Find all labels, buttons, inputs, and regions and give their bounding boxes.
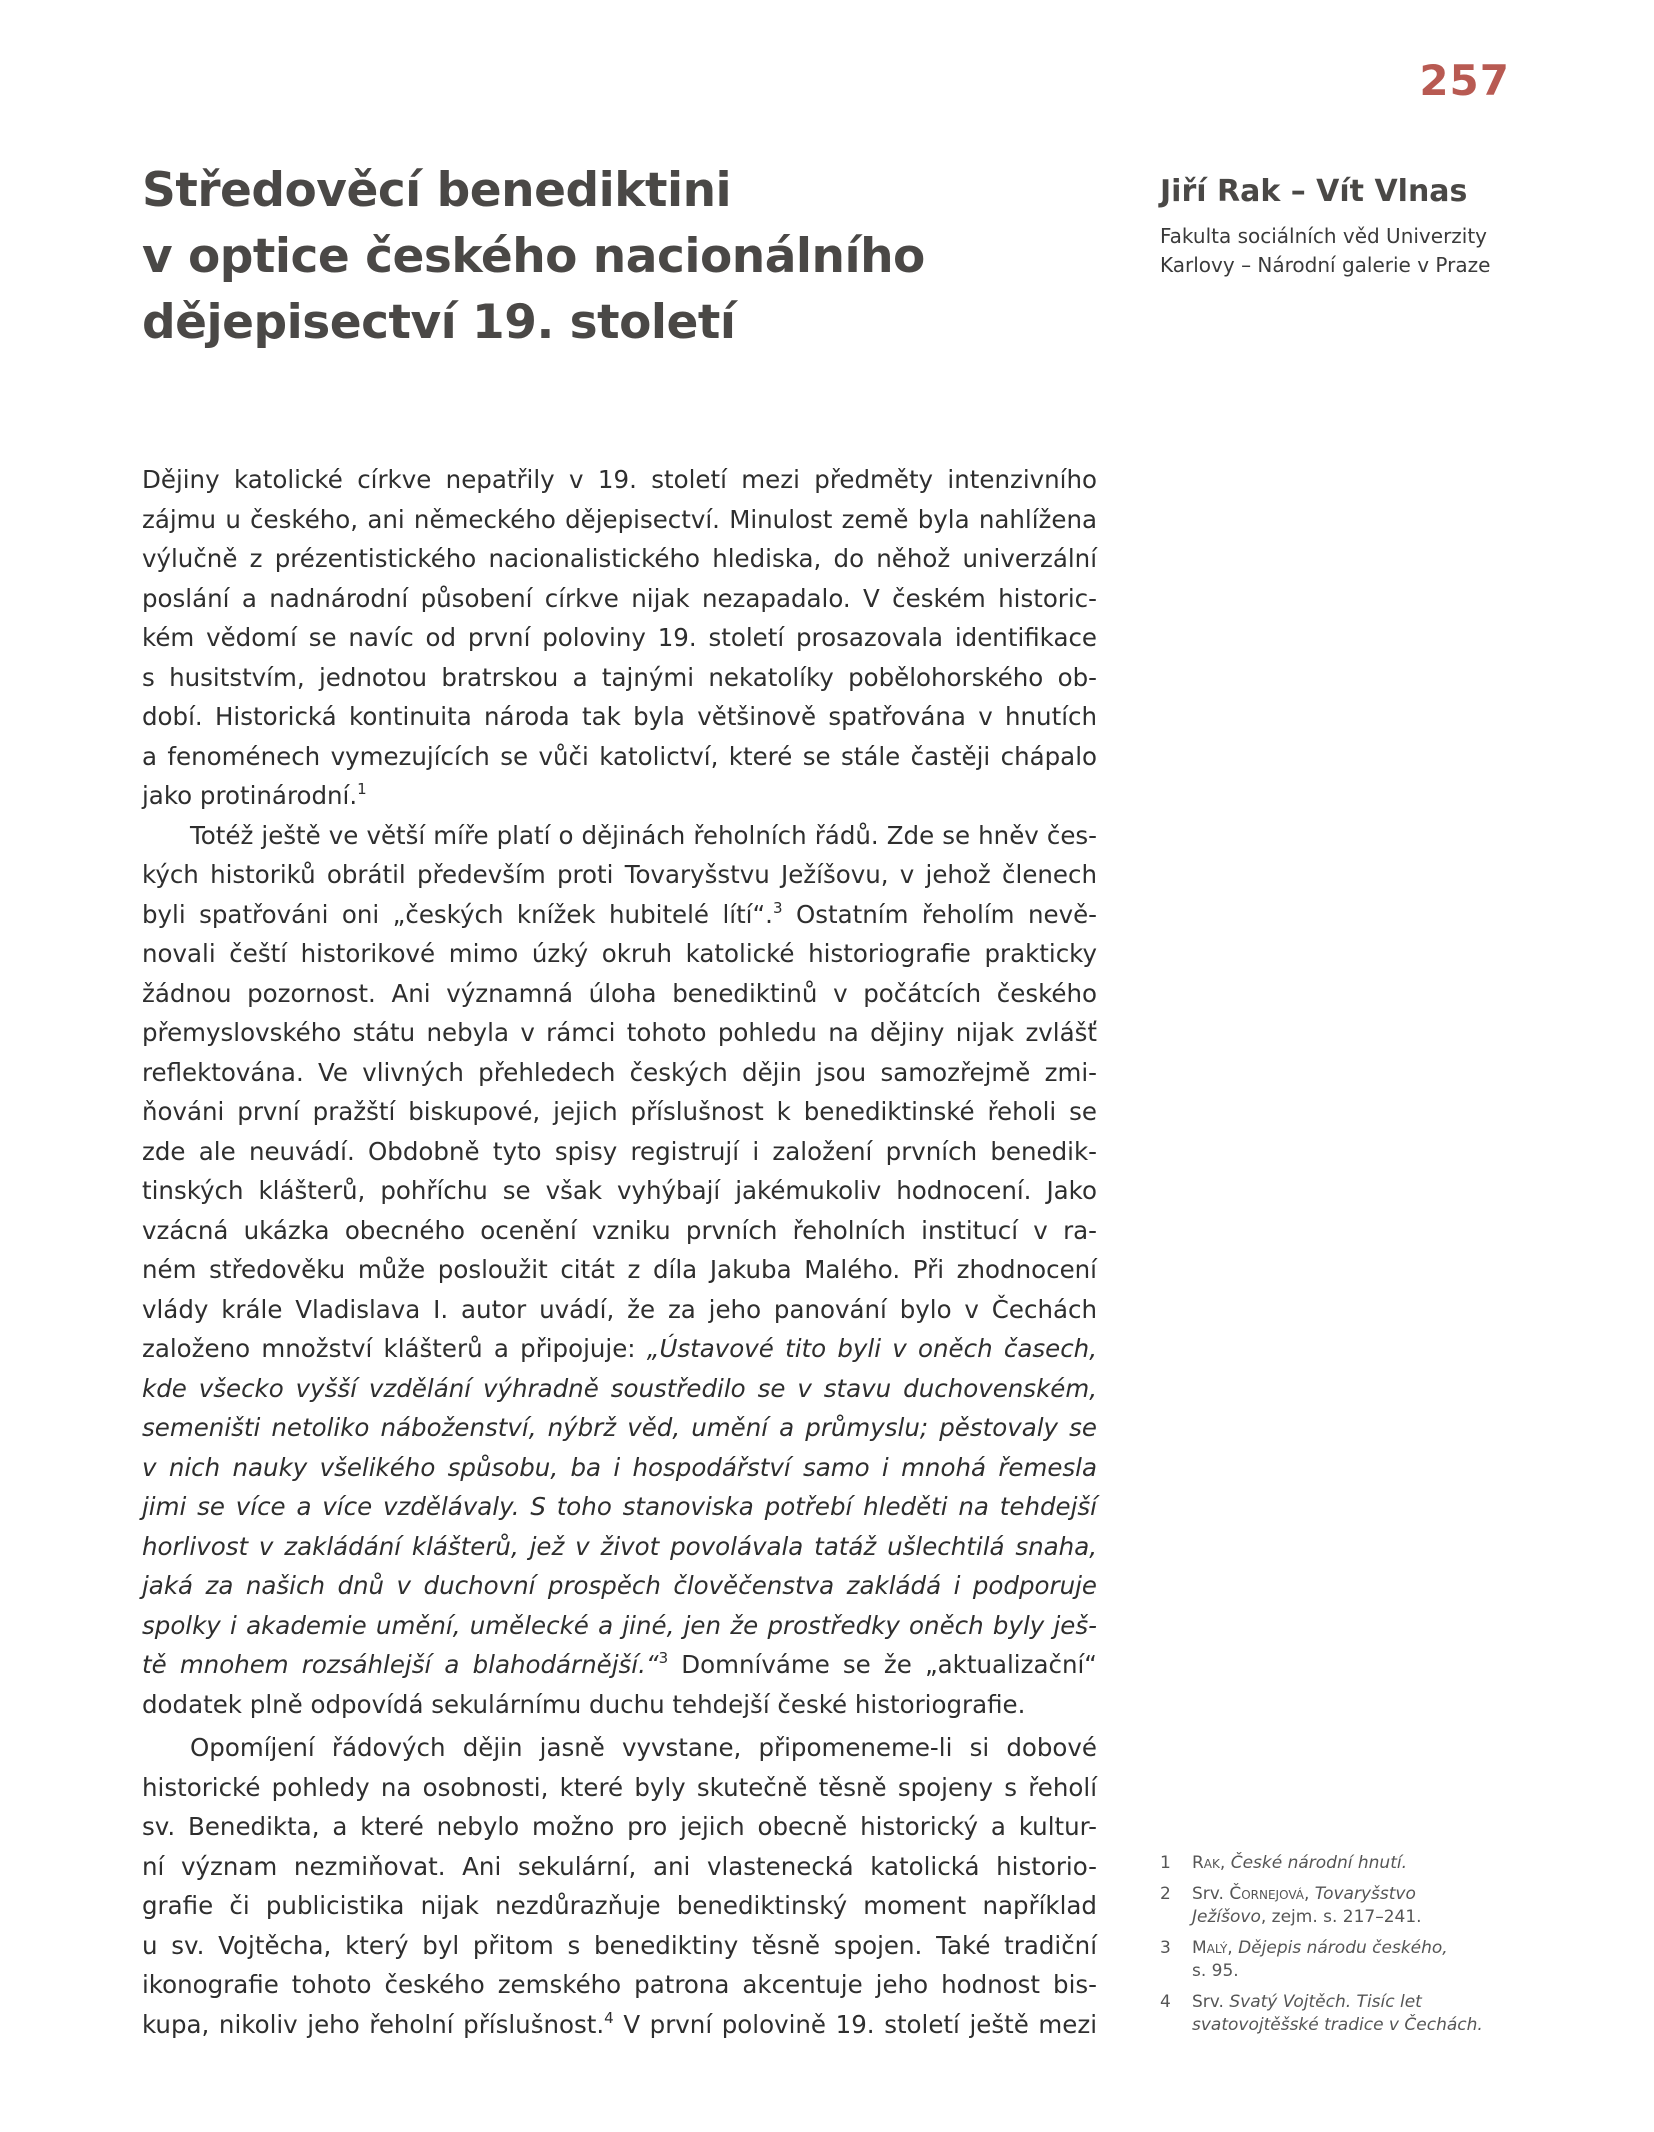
text: byli spatřováni oni „českých knížek hubitelé lítí“. (142, 899, 773, 929)
text-line: dobí. Historická kontinuita národa tak byla většinově spatřována v hnutích (142, 702, 1097, 731)
text-line: kých historiků obrátil především proti Tovaryšstvu Ježíšovu, v jehož členech (142, 860, 1097, 889)
footnote-ref[interactable]: 4 (604, 2008, 614, 2027)
paragraph-1 (142, 460, 1097, 816)
text-line: ikonografie tohoto českého zemského patrona akcentuje jeho hodnost bis- (142, 1970, 1097, 1999)
text-line: výlučně z prézentistického nacionalistického hlediska, do něhož univerzální (142, 544, 1097, 573)
footnote (1160, 1883, 1560, 1929)
text-line: kém vědomí se navíc od první poloviny 19. století prosazovala identifikace (142, 623, 1097, 652)
footnote-title: Tovaryšstvo (1314, 1884, 1416, 1904)
text-line: ňováni první pražští biskupové, jejich příslušnost k benediktinské řeholi se (142, 1097, 1097, 1126)
text-line: zájmu u českého, ani německého dějepisectví. Minulost země byla nahlížena (142, 504, 1097, 534)
footnote-prefix: Srv. (1192, 1992, 1224, 2012)
text-line: sv. Benedikta, a které nebylo možno pro jejich obecně historický a kultur- (142, 1812, 1097, 1841)
affiliation-line: Fakulta sociálních věd Univerzity (1160, 224, 1488, 248)
article-title (142, 158, 1042, 356)
text: jako protinárodní. (142, 781, 358, 810)
footnote-title: Ježíšovo (1192, 1907, 1261, 1927)
text: založeno množství klášterů a připojuje: (142, 1334, 647, 1363)
text-line: u sv. Vojtěcha, který byl přitom s benediktiny těsně spojen. Také tradiční (142, 1930, 1097, 1960)
quote-line: spolky i akademie umění, umělecké a jiné, jen že prostředky oněch byly ješ- (142, 1610, 1097, 1640)
footnotes (1160, 1852, 1560, 2045)
footnote-title: svatovojtěšské tradice v Čechách. (1192, 2015, 1483, 2035)
text-line: ném středověku může posloužit citát z díla Jakuba Malého. Při zhodnocení (142, 1255, 1097, 1284)
text: Ostatním řeholím nevě- (782, 899, 1097, 929)
quote-line: kde všecko vyšší vzdělání výhradně soustředilo se v stavu duchovenském, (142, 1373, 1097, 1403)
text-line: vzácná ukázka obecného ocenění vzniku prvních řeholních institucí v ra- (142, 1215, 1097, 1245)
paragraph-2 (142, 816, 1097, 1725)
footnote-prefix: Srv. (1192, 1884, 1224, 1904)
footnote-title: České národní hnutí. (1230, 1853, 1407, 1873)
quote-line: semeništi netoliko náboženství, nýbrž věd, umění a průmyslu; pěstovaly se (142, 1413, 1097, 1442)
footnote-ref[interactable]: 3 (772, 898, 783, 917)
quote-text: tě mnohem rozsáhlejší a blahodárnější.“ (142, 1650, 659, 1679)
footnote-pages: s. 95. (1192, 1961, 1239, 1981)
footnote-ref[interactable]: 3 (658, 1649, 669, 1667)
quote-text: „Ústavové tito byli v oněch časech, (646, 1334, 1097, 1363)
title-line: v optice českého nacionálního (142, 229, 925, 284)
text: Domníváme se že „aktualizační“ (668, 1650, 1097, 1679)
text-line (142, 895, 1097, 935)
affiliation-line: Karlovy – Národní galerie v Praze (1160, 253, 1491, 277)
title-line: Středověcí benediktini (142, 163, 732, 218)
text-line (142, 2005, 1097, 2045)
footnote (1160, 1937, 1560, 1983)
text-line (142, 1645, 1097, 1685)
footnote-number: 3 (1160, 1938, 1171, 1958)
text-line: historické pohledy na osobnosti, které byly skutečně těsně spojeny s řeholí (142, 1772, 1097, 1802)
text-line: poslání a nadnárodní působení církve nijak nezapadalo. V českém historic- (142, 583, 1097, 613)
title-line: dějepisectví 19. století (142, 295, 736, 350)
text-line: s husitstvím, jednotou bratrskou a tajnými nekatolíky pobělohorského ob- (142, 662, 1097, 692)
quote-line: jaká za našich dnů v duchovní prospěch člověčenstva zakládá i podporuje (142, 1571, 1097, 1600)
text: V první polovině 19. století ještě mezi (613, 2009, 1097, 2039)
text: kupa, nikoliv jeho řeholní příslušnost. (142, 2009, 605, 2039)
text-line: tinských klášterů, pohříchu se však vyhýbají jakémukoliv hodnocení. Jako (142, 1176, 1097, 1205)
footnote-pages: , zejm. s. 217–241. (1260, 1907, 1422, 1927)
text-line (142, 776, 1097, 816)
footnote-title: Svatý Vojtěch. Tisíc let (1229, 1992, 1422, 2012)
footnote-author: Čornejová, (1229, 1884, 1310, 1904)
text-line: zde ale neuvádí. Obdobně tyto spisy registrují i založení prvních benedik- (142, 1136, 1097, 1166)
quote-line: horlivost v zakládání klášterů, jež v život povolávala tatáž ušlechtilá snaha, (142, 1531, 1097, 1561)
footnote-ref[interactable]: 1 (357, 780, 367, 798)
text-line: žádnou pozornost. Ani významná úloha benediktinů v počátcích českého (142, 978, 1097, 1008)
text-line: Dějiny katolické církve nepatřily v 19. století mezi předměty intenzivního (142, 465, 1097, 494)
text-line: a fenoménech vymezujících se vůči katolictví, které se stále častěji chápalo (142, 741, 1097, 771)
text-line: přemyslovského státu nebyla v rámci tohoto pohledu na dějiny nijak zvlášť (142, 1018, 1097, 1047)
footnote (1160, 1852, 1560, 1875)
footnote-author: Rak, (1192, 1853, 1226, 1873)
article-body (142, 460, 1097, 2044)
quote-line: v nich nauky všelikého spůsobu, ba i hospodářství samo i mnohá řemesla (142, 1452, 1097, 1482)
text-line: novali čeští historikové mimo úzký okruh katolické historiografie prakticky (142, 939, 1097, 968)
footnote-number: 2 (1160, 1884, 1171, 1904)
footnote-title: Dějepis národu českého, (1238, 1938, 1448, 1958)
text-line: ní význam nezmiňovat. Ani sekulární, ani vlastenecká katolická historio- (142, 1851, 1097, 1881)
text-line: grafie či publicistika nijak nezdůrazňuje benediktinský moment například (142, 1891, 1097, 1920)
paragraph-3 (142, 1728, 1097, 2044)
text-line (142, 1329, 1097, 1369)
quote-line: jimi se více a více vzdělávaly. S toho stanoviska potřebí hleděti na tehdejší (142, 1492, 1097, 1521)
authors: Jiří Rak – Vít Vlnas (1160, 174, 1468, 209)
text-line: reflektována. Ve vlivných přehledech českých dějin jsou samozřejmě zmi- (142, 1057, 1097, 1087)
footnote-number: 4 (1160, 1992, 1171, 2012)
text-line: Opomíjení řádových dějin jasně vyvstane, připomeneme-li si dobové (190, 1733, 1097, 1762)
page-number: 257 (1419, 56, 1510, 105)
text-line: dodatek plně odpovídá sekulárnímu duchu tehdejší české historiografie. (142, 1689, 1026, 1719)
footnote (1160, 1991, 1560, 2037)
text-line: vlády krále Vladislava I. autor uvádí, že za jeho panování bylo v Čechách (142, 1294, 1097, 1324)
text-line: Totéž ještě ve větší míře platí o dějinách řeholních řádů. Zde se hněv čes- (190, 820, 1097, 850)
affiliation (1160, 222, 1580, 280)
footnote-author: Malý, (1192, 1938, 1233, 1958)
footnote-number: 1 (1160, 1853, 1171, 1873)
